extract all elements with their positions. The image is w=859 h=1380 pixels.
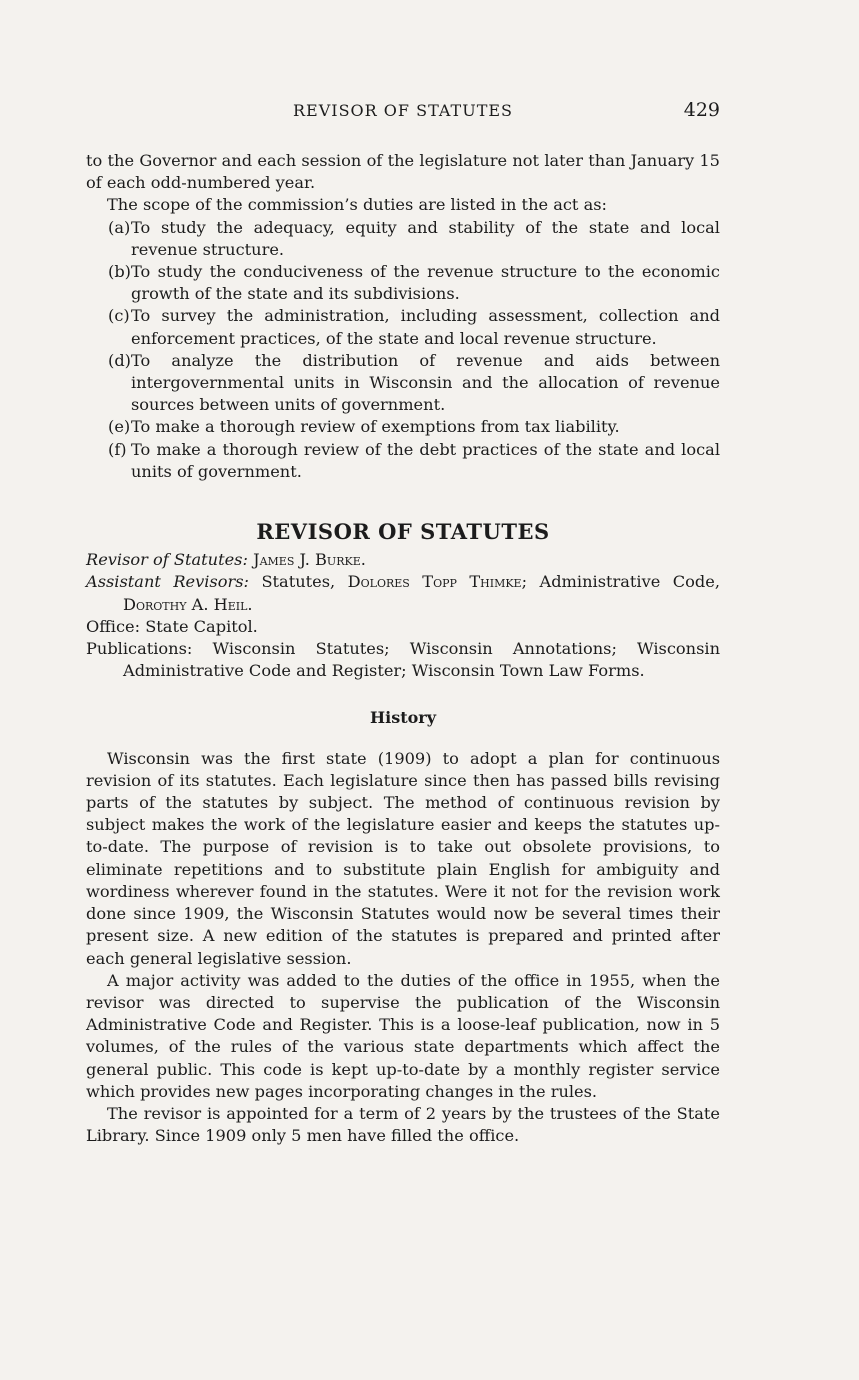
list-item-label: (d): [108, 350, 131, 370]
assistants-prefix-statutes: Statutes,: [261, 572, 336, 592]
office-line: Office: State Capitol.: [86, 616, 258, 636]
continuation-paragraph: to the Governor and each session of the legislature not later than January 15 of each odd-numbered year.: [86, 151, 720, 193]
running-header: [86, 101, 720, 125]
list-item: [86, 305, 720, 349]
history-paragraph: A major activity was added to the duties of the office in 1955, when the revisor was directed to supervise the publication of the Wisconsin Administrative Code and Register. This is a loose-leaf publication, now in 5 volumes, of the rules of the various state departments which affect the general public. This code is kept up-to-date by a monthly register service which provides new pages incorporating changes in the rules.: [86, 970, 720, 1101]
scope-lead: The scope of the commission’s duties are listed in the act as:: [107, 195, 607, 215]
history-paragraph: The revisor is appointed for a term of 2 years by the trustees of the State Library. Since 1909 only 5 men have filled the office.: [86, 1103, 720, 1146]
list-item-text: To survey the administration, including assessment, collection and enforcement practices, of the state and local revenue structure.: [131, 306, 720, 348]
list-item-text: To study the adequacy, equity and stability of the state and local revenue structure.: [131, 217, 720, 259]
publications-line: Publications: Wisconsin Statutes; Wisconsin Annotations; Wisconsin Administrative Code and Register; Wisconsin Town Law Forms.: [86, 639, 720, 681]
assistant-statutes-name: Dolores Topp Thimke: [347, 572, 522, 592]
section-title: REVISOR OF STATUTES: [256, 519, 550, 545]
body-text: [86, 150, 720, 1147]
running-title: REVISOR OF STATUTES: [292, 101, 514, 120]
list-item: [86, 350, 720, 417]
list-item-text: To analyze the distribution of revenue and aids between intergovernmental units in Wisconsin and the allocation of revenue sources between units of government.: [131, 350, 720, 415]
assistants-line: [86, 571, 720, 615]
list-item-label: (b): [108, 262, 131, 282]
list-item: [86, 217, 720, 261]
history-paragraph: Wisconsin was the first state (1909) to adopt a plan for continuous revision of its statutes. Each legislature since then has passed bills revising parts of the statutes by subject. The method of continuous revision by subject makes the work of the legislature easier and keeps the statutes up-to-date. The purpose of revision is to take out obsolete provisions, to eliminate repetitions and to substitute plain English for ambiguity and wordiness wherever found in the statutes. Were it not for the revision work done since 1909, the Wisconsin Statutes would now be several times their present size. A new edition of the statutes is prepared and printed after each general legislative session.: [86, 748, 720, 968]
revisor-label: Revisor of Statutes:: [86, 550, 248, 570]
list-item-text: To make a thorough review of exemptions from tax liability.: [131, 417, 620, 437]
assistants-prefix-code: ; Administrative Code,: [521, 572, 720, 592]
revisor-line: [86, 549, 720, 571]
list-item: [86, 261, 720, 305]
duties-list: [86, 217, 720, 483]
list-item-text: To make a thorough review of the debt practices of the state and local units of government.: [131, 439, 720, 481]
list-item-label: (e): [108, 417, 131, 437]
list-item-label: (a): [108, 217, 131, 237]
list-item-text: To study the conduciveness of the revenue structure to the economic growth of the state and its subdivisions.: [131, 262, 720, 304]
page-number: 429: [683, 99, 720, 121]
list-item: [86, 439, 720, 483]
revisor-name: James J. Burke.: [253, 550, 366, 570]
history-heading: History: [370, 708, 436, 728]
assistant-code-name: Dorothy A. Heil.: [123, 594, 253, 614]
list-item-label: (f): [108, 439, 127, 459]
list-item-label: (c): [108, 306, 130, 326]
assistants-label: Assistant Revisors:: [86, 572, 249, 592]
list-item: [86, 416, 720, 438]
